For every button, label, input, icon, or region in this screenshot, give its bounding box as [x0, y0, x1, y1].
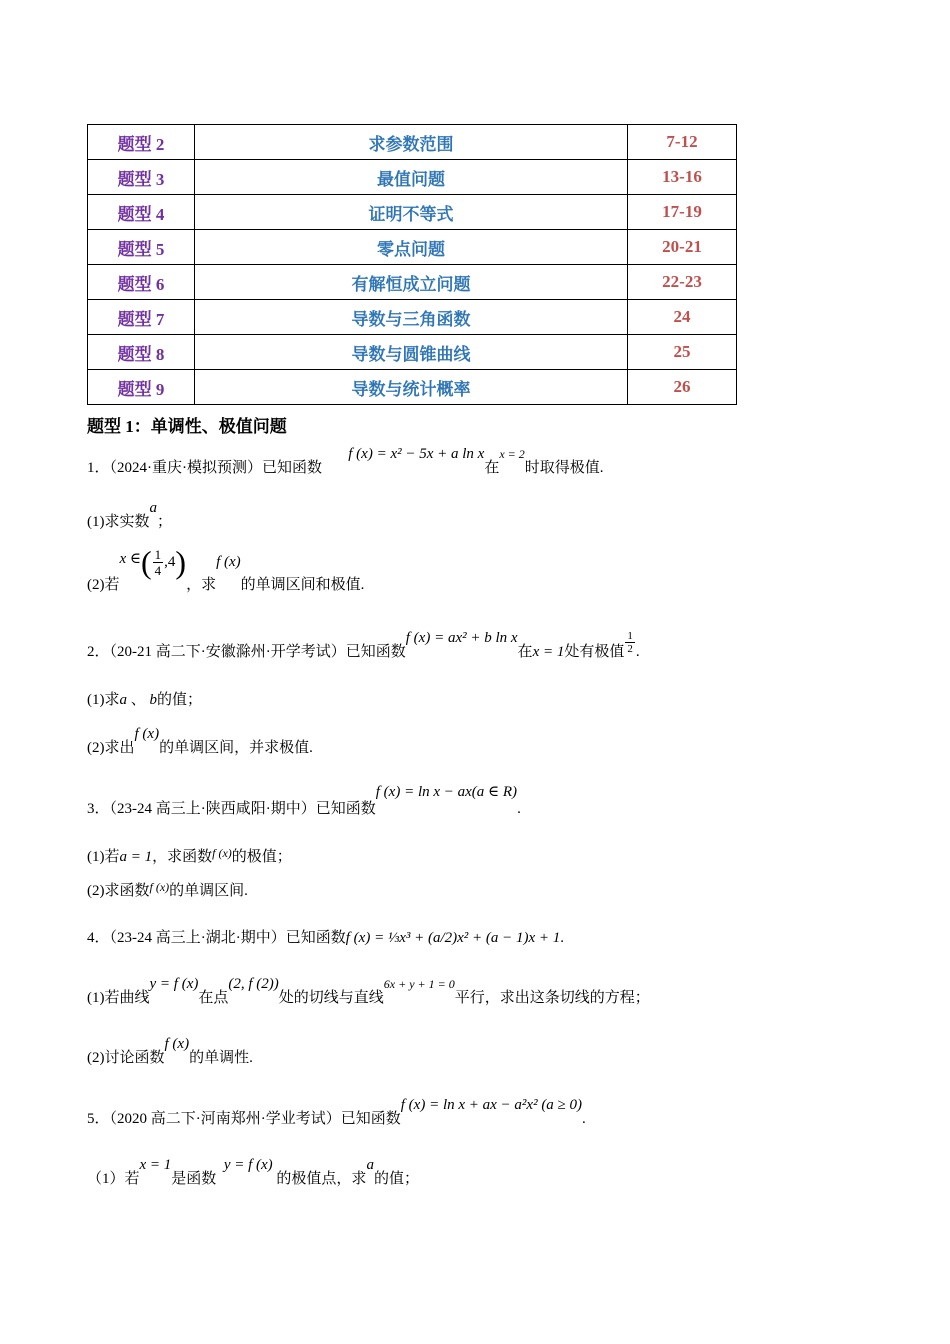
toc-pages-cell: 7-12: [628, 125, 737, 160]
toc-title-cell: 零点问题: [195, 230, 628, 265]
formula: f (x) = x² − 5x + a ln x: [348, 446, 485, 462]
toc-type-cell: 题型 3: [88, 160, 195, 195]
toc-row[interactable]: [88, 265, 737, 300]
toc-pages-cell: 22-23: [628, 265, 737, 300]
formula: f (x) = ax² + b ln x: [405, 630, 518, 646]
toc-row[interactable]: [88, 370, 737, 405]
toc-row[interactable]: [88, 125, 737, 160]
toc-type-cell: 题型 8: [88, 335, 195, 370]
toc-row[interactable]: [88, 300, 737, 335]
toc-type-cell: 题型 9: [88, 370, 195, 405]
toc-type-cell: 题型 6: [88, 265, 195, 300]
problem-4-stem: 4．（23-24 高三上·湖北·期中）已知函数f (x) = ⅓x³ + (a/2)x² + (a − 1)x + 1.: [87, 930, 565, 946]
toc-type-cell: 题型 2: [88, 125, 195, 160]
problem-3-q1: (1)若a = 1，求函数$^{f (x)}$的极值；: [87, 846, 292, 865]
toc-row[interactable]: [88, 160, 737, 195]
toc-title-cell: 证明不等式: [195, 195, 628, 230]
toc-title-cell: 导数与三角函数: [195, 300, 628, 335]
toc-pages-cell: 25: [628, 335, 737, 370]
formula: f (x) = ln x + ax − a²x² (a ≥ 0): [400, 1097, 583, 1113]
toc-type-cell: 题型 7: [88, 300, 195, 335]
problem-3-q2: (2)求函数$^{f (x)}$的单调区间.: [87, 880, 248, 899]
problem-2-q1: (1)求a 、 b的值；: [87, 692, 203, 708]
section-title: 题型 1：单调性、极值问题: [87, 417, 287, 436]
problem-5-q1: （1）若x = 1是函数 y = f (x) 的极值点，求a的值；: [87, 1157, 419, 1187]
toc-type-cell: 题型 4: [88, 195, 195, 230]
toc-pages-cell: 24: [628, 300, 737, 335]
toc-pages-cell: 20-21: [628, 230, 737, 265]
toc-pages-cell: 17-19: [628, 195, 737, 230]
toc-pages-cell: 13-16: [628, 160, 737, 195]
problem-2-stem: 2．（20-21 高二下·安徽滁州·开学考试）已知函数f (x) = ax² + b ln x在x = 1处有极值 $\frac{1}{2}$ .: [87, 630, 640, 660]
toc-row[interactable]: [88, 230, 737, 265]
toc-title-cell: 导数与统计概率: [195, 370, 628, 405]
problem-2-q2: (2)求出f (x)的单调区间，并求极值.: [87, 726, 313, 756]
problem-4-q1: (1)若曲线y = f (x)在点(2, f (2))处的切线与直线$^{6x + y + 1 = 0}$平行，求出这条切线的方程；: [87, 976, 650, 1006]
problem-1-q2: (2)若x ∈( $\frac{1}{4}$ ,4)，求f (x)的单调区间和极值.: [87, 544, 365, 593]
toc-title-cell: 求参数范围: [195, 125, 628, 160]
problem-1-stem: 1．（2024·重庆·模拟预测）已知函数 f (x) = x² − 5x + a ln x在$^{x = 2}$时取得极值.: [87, 446, 604, 476]
problem-3-stem: 3．（23-24 高三上·陕西咸阳·期中）已知函数f (x) = ln x − ax(a ∈ R).: [87, 784, 521, 817]
toc-pages-cell: 26: [628, 370, 737, 405]
toc-title-cell: 导数与圆锥曲线: [195, 335, 628, 370]
problem-1-q1: (1)求实数a；: [87, 500, 173, 530]
toc-title-cell: 最值问题: [195, 160, 628, 195]
toc-row[interactable]: [88, 335, 737, 370]
problem-4-q2: (2)讨论函数f (x)的单调性.: [87, 1036, 253, 1066]
formula: f (x) = ln x − ax(a ∈ R): [375, 784, 518, 800]
toc-type-cell: 题型 5: [88, 230, 195, 265]
toc-title-cell: 有解恒成立问题: [195, 265, 628, 300]
toc-row[interactable]: [88, 195, 737, 230]
formula: f (x) = ⅓x³ + (a/2)x² + (a − 1)x + 1: [345, 930, 561, 946]
toc-table: [87, 124, 737, 405]
problem-5-stem: 5．（2020 高二下·河南郑州·学业考试）已知函数f (x) = ln x + ax − a²x² (a ≥ 0).: [87, 1097, 586, 1127]
